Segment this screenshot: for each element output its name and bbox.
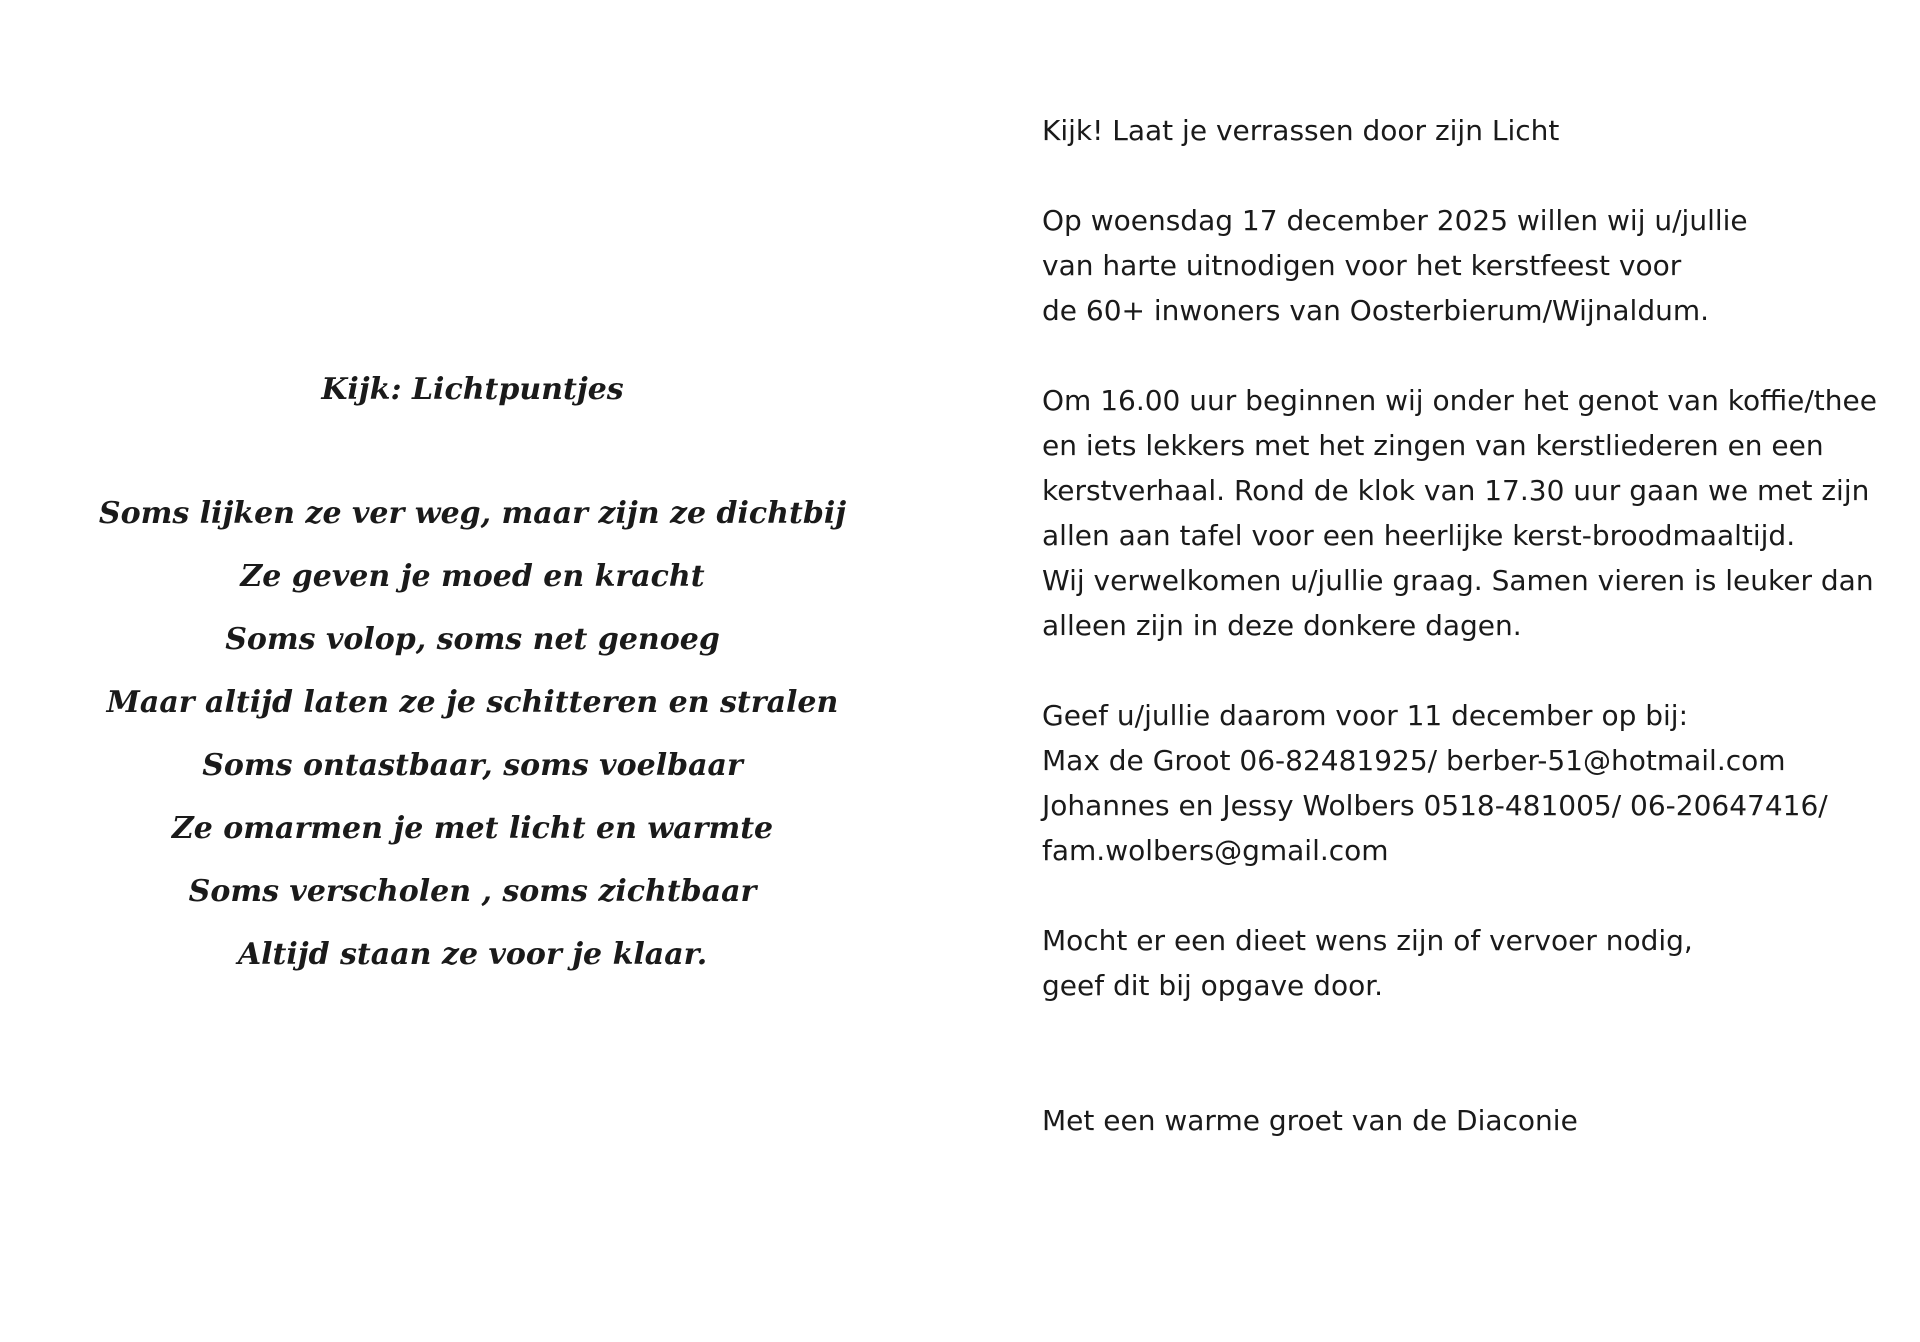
poem-lines <box>90 482 855 986</box>
poem <box>90 368 855 986</box>
closing <box>1042 1098 1892 1143</box>
poem-line: Soms verscholen , soms zichtbaar <box>188 874 757 909</box>
poem-line: Ze omarmen je met licht en warmte <box>171 811 774 846</box>
paragraph-line: van harte uitnodigen voor het kerstfeest voor <box>1042 249 1682 282</box>
poem-line: Soms ontastbaar, soms voelbaar <box>202 748 743 783</box>
paragraph-line: allen aan tafel voor een heerlijke kerst-broodmaaltijd. <box>1042 519 1796 552</box>
contact-line: Max de Groot 06-82481925/ berber-51@hotmail.com <box>1042 744 1786 777</box>
poem-line: Altijd staan ze voor je klaar. <box>237 937 708 972</box>
paragraph-line: Geef u/jullie daarom voor 11 december op bij: <box>1042 699 1689 732</box>
closing-text: Met een warme groet van de Diaconie <box>1042 1104 1578 1137</box>
poem-line: Soms lijken ze ver weg, maar zijn ze dichtbij <box>98 496 847 531</box>
paragraph-line: Op woensdag 17 december 2025 willen wij u/jullie <box>1042 204 1748 237</box>
contact-line: fam.wolbers@gmail.com <box>1042 834 1389 867</box>
poem-line: Soms volop, soms net genoeg <box>225 622 720 657</box>
invitation-letter <box>1042 108 1892 1143</box>
contact-line: Johannes en Jessy Wolbers 0518-481005/ 06-20647416/ <box>1042 789 1828 822</box>
paragraph-line: Mocht er een dieet wens zijn of vervoer nodig, <box>1042 924 1693 957</box>
paragraph-line: de 60+ inwoners van Oosterbierum/Wijnaldum. <box>1042 294 1710 327</box>
invitation-paragraph <box>1042 198 1892 333</box>
registration-paragraph <box>1042 693 1892 873</box>
paragraph-line: Om 16.00 uur beginnen wij onder het genot van koffie/thee <box>1042 384 1877 417</box>
poem-line: Maar altijd laten ze je schitteren en stralen <box>106 685 839 720</box>
paragraph-line: kerstverhaal. Rond de klok van 17.30 uur gaan we met zijn <box>1042 474 1870 507</box>
poem-line: Ze geven je moed en kracht <box>240 559 705 594</box>
letter-heading <box>1042 108 1892 153</box>
paragraph-line: alleen zijn in deze donkere dagen. <box>1042 609 1522 642</box>
paragraph-line: geef dit bij opgave door. <box>1042 969 1384 1002</box>
paragraph-line: Wij verwelkomen u/jullie graag. Samen vieren is leuker dan <box>1042 564 1874 597</box>
program-paragraph <box>1042 378 1892 648</box>
letter-heading-text: Kijk! Laat je verrassen door zijn Licht <box>1042 114 1560 147</box>
paragraph-line: en iets lekkers met het zingen van kerstliederen en een <box>1042 429 1824 462</box>
poem-title: Kijk: Lichtpuntjes <box>321 372 624 407</box>
diet-paragraph <box>1042 918 1892 1008</box>
